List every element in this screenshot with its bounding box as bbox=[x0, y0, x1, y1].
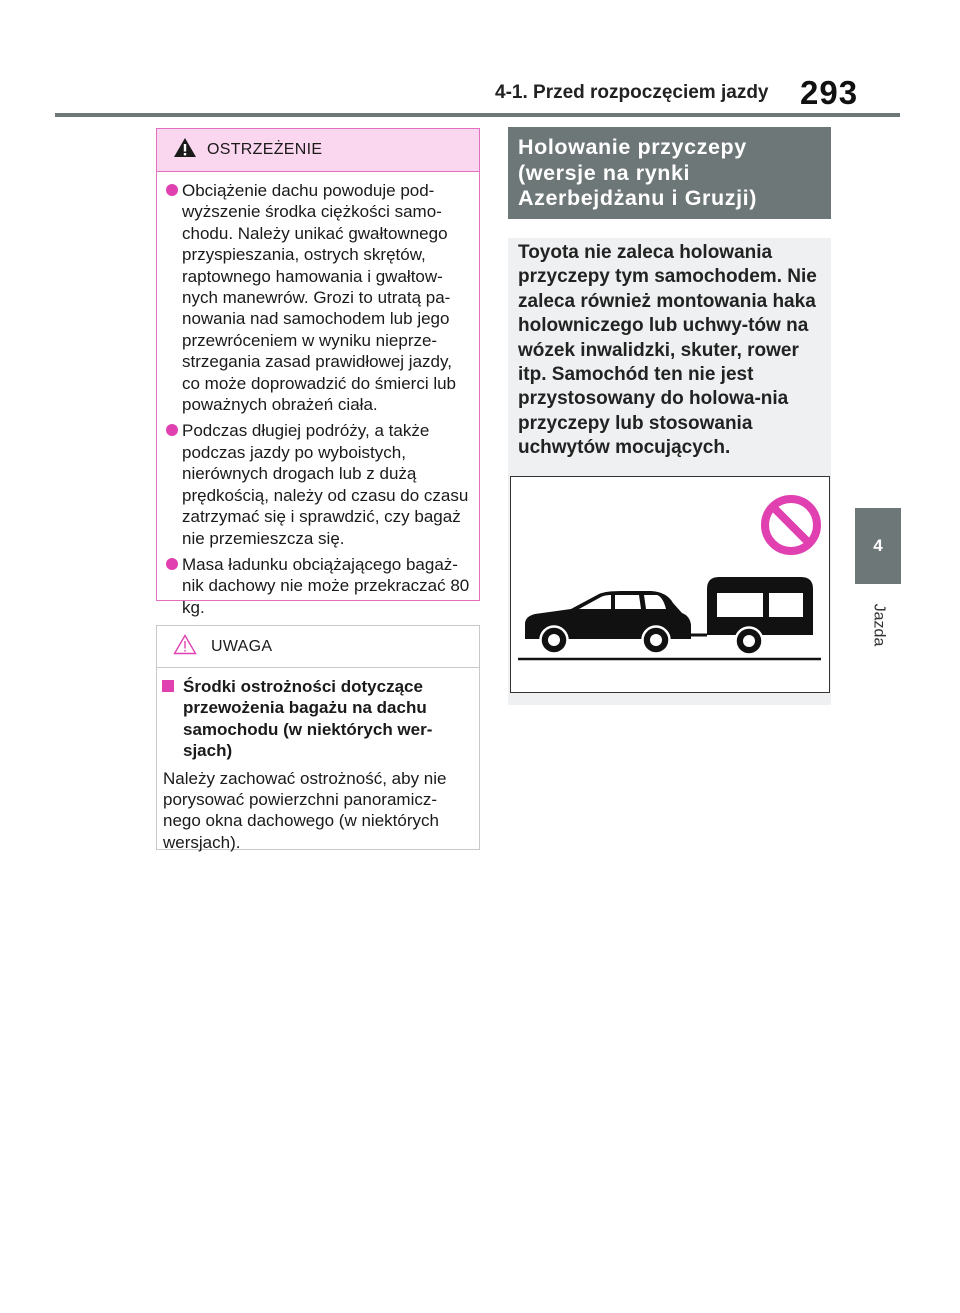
notice-body bbox=[157, 668, 479, 853]
warning-box bbox=[156, 128, 480, 617]
warning-header bbox=[157, 129, 479, 172]
warning-triangle-icon bbox=[173, 137, 197, 163]
section-text: Toyota nie zaleca holowania przyczepy tym samochodem. Nie zaleca również montowania haka holowniczego lub uchwy-tów na wózek inwalidzki, skuter, rower itp. Samochód ten nie jest przystosowany do holowa-nia przyczepy lub stosowania uchwytów mocujących. bbox=[518, 242, 817, 459]
warning-item bbox=[166, 554, 471, 618]
caution-triangle-outline-icon bbox=[173, 634, 197, 660]
car-silhouette-icon bbox=[525, 591, 691, 654]
header-rule bbox=[55, 113, 900, 117]
warning-item bbox=[166, 420, 471, 548]
chapter-label-wrapper bbox=[868, 595, 888, 655]
notice-text: Należy zachować ostrożność, aby nie porysować powierzchni panoramicz-nego okna dachowego (w niektórych wersjach). bbox=[163, 768, 447, 852]
warning-item-text: Podczas długiej podróży, a także podczas jazdy po wyboistych, nierównych drogach lub z dużą prędkością, należy od czasu do czasu zatrzymać się i sprawdzić, czy bagaż nie przemieszcza się. bbox=[182, 421, 469, 548]
warning-body bbox=[157, 172, 479, 618]
bullet-dot-icon bbox=[166, 424, 178, 436]
bullet-dot-icon bbox=[166, 558, 178, 570]
trailer-silhouette-icon bbox=[707, 577, 813, 655]
bullet-dot-icon bbox=[166, 184, 178, 196]
warning-title: OSTRZEŻENIE bbox=[207, 141, 323, 158]
section-title: Holowanie przyczepy (wersje na rynki Azerbejdżanu i Gruzji) bbox=[508, 127, 831, 219]
notice-subheading bbox=[161, 676, 471, 762]
page-number: 293 bbox=[800, 74, 859, 111]
warning-item-text: Masa ładunku obciążającego bagaż-nik dachowy nie może przekraczać 80 kg. bbox=[182, 554, 470, 617]
chapter-tab: 4 bbox=[855, 508, 901, 584]
towing-illustration bbox=[510, 476, 830, 693]
warning-item-text: Obciążenie dachu powoduje pod-wyższenie środka ciężkości samo-chodu. Należy unikać gwałtownego przyspieszania, ostrych skrętów, raptownego hamowania i gwałtow-nych manewrów. Grozi to utratą pa-nowania nad samochodem lub jego przewróceniem w wyniku nieprze-strzegania zasad prawidłowej jazdy, co może doprowadzić do śmierci lub poważnych obrażeń ciała. bbox=[182, 181, 457, 415]
chapter-label: Jazda bbox=[870, 603, 888, 647]
square-bullet-icon bbox=[162, 680, 174, 692]
section-body bbox=[508, 238, 831, 705]
section-header: 4-1. Przed rozpoczęciem jazdy bbox=[495, 82, 769, 103]
notice-box bbox=[156, 625, 480, 850]
notice-title: UWAGA bbox=[211, 637, 273, 655]
warning-item bbox=[166, 180, 471, 415]
prohibited-icon bbox=[765, 499, 817, 551]
notice-subheading-text: Środki ostrożności dotyczące przewożenia bagażu na dachu samochodu (w niektórych wer-sjach) bbox=[183, 677, 433, 761]
notice-header bbox=[157, 626, 479, 668]
